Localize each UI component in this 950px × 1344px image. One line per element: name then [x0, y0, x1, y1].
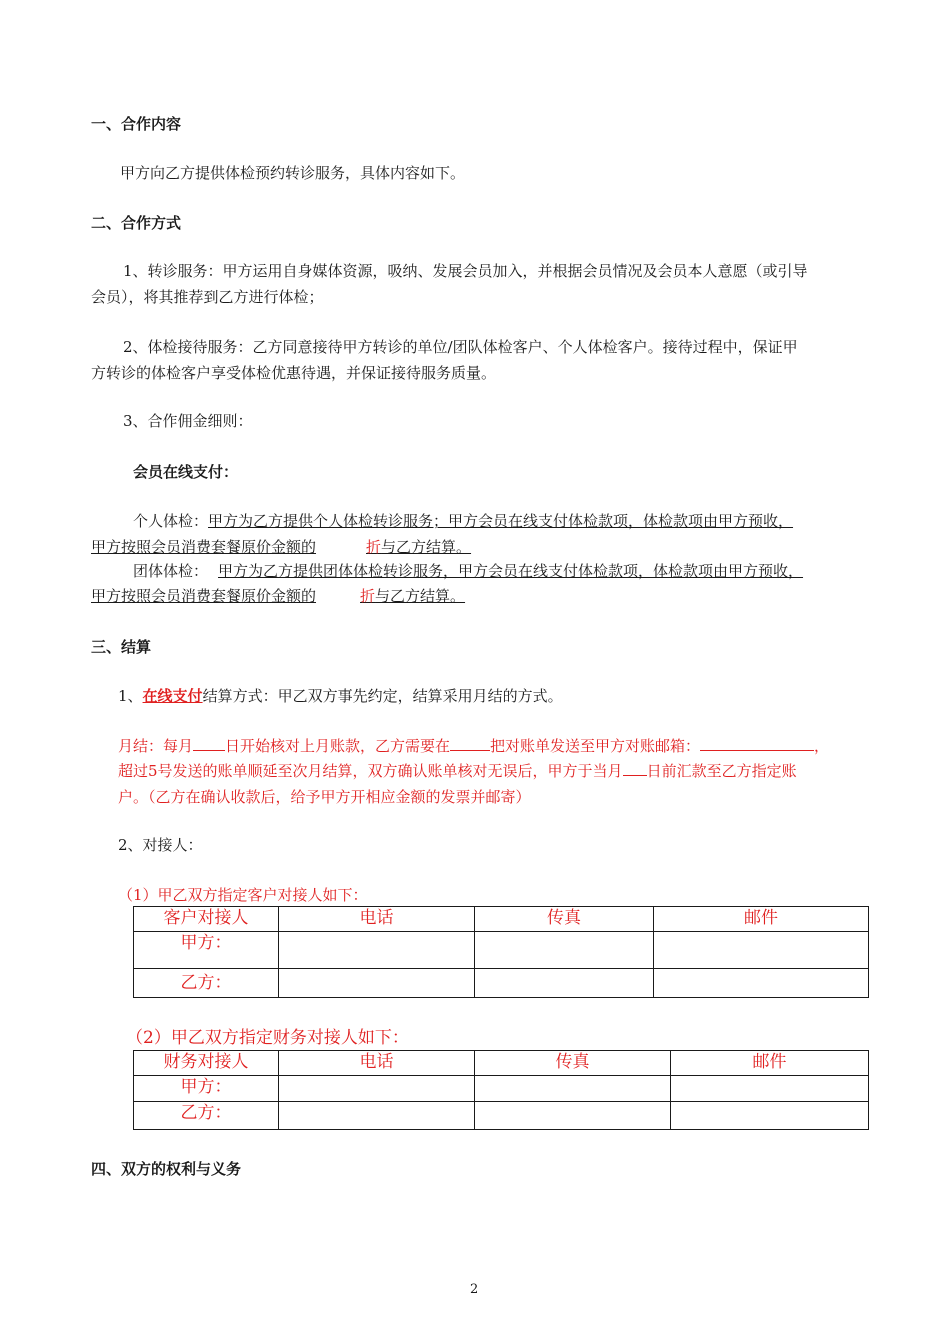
monthly-line-2-b: 日前汇款至乙方指定账: [646, 762, 797, 780]
group-discount-label: 折: [360, 587, 376, 605]
online-pay-highlight: 在线支付: [142, 687, 203, 705]
monthly-line-1: [118, 733, 829, 759]
section-3-item-1-num: 1、: [118, 687, 143, 705]
row-label-cell: 乙方：: [134, 969, 279, 998]
online-pay-title: 会员在线支付：: [133, 463, 239, 481]
table-header-cell: 传真: [475, 1051, 671, 1076]
section-3-item-1-text: 结算方式：甲乙双方事先约定，结算采用月结的方式。: [202, 687, 563, 705]
personal-discount-label: 折: [366, 538, 382, 556]
section-1-title: 一、合作内容: [91, 115, 182, 133]
section-1-text: 甲方向乙方提供体检预约转诊服务，具体内容如下。: [120, 164, 466, 182]
fax-cell[interactable]: [475, 932, 654, 969]
monthly-text-c: 把对账单发送至甲方对账邮箱：: [490, 737, 701, 755]
monthly-text-b: 日开始核对上月账款，乙方需要在: [225, 737, 451, 755]
monthly-line-2: [118, 758, 797, 784]
table-header-cell: 电话: [279, 907, 475, 932]
monthly-email-blank[interactable]: [700, 734, 814, 751]
email-cell[interactable]: [671, 1102, 869, 1130]
table-row: [134, 932, 869, 969]
group-line-2: [91, 583, 465, 609]
monthly-day-blank[interactable]: [193, 734, 225, 751]
section-4-title: 四、双方的权利与义务: [91, 1160, 242, 1178]
monthly-text-d: ，: [814, 737, 830, 755]
table-1-caption: （1）甲乙双方指定客户对接人如下：: [118, 886, 368, 904]
monthly-text-a: 月结：每月: [118, 737, 194, 755]
email-cell[interactable]: [654, 932, 869, 969]
section-2-item-3: 3、合作佣金细则：: [123, 412, 253, 430]
group-text-2a: 甲方按照会员消费套餐原价金额的: [91, 587, 317, 605]
table-header-cell: 客户对接人: [134, 907, 279, 932]
table-header-cell: 传真: [475, 907, 654, 932]
section-2-title: 二、合作方式: [91, 214, 182, 232]
phone-cell[interactable]: [279, 969, 475, 998]
table-header-cell: 邮件: [671, 1051, 869, 1076]
table-row: [134, 1076, 869, 1102]
email-cell[interactable]: [671, 1076, 869, 1102]
table-header-cell: 邮件: [654, 907, 869, 932]
group-label: 团体体检：: [133, 562, 209, 580]
email-cell[interactable]: [654, 969, 869, 998]
monthly-send-blank[interactable]: [450, 734, 490, 751]
monthly-payday-blank[interactable]: [623, 759, 647, 776]
group-line-1: [133, 558, 803, 584]
row-label-cell: 甲方：: [134, 932, 279, 969]
table-2-caption: （2）甲乙双方指定财务对接人如下：: [126, 1028, 409, 1048]
section-3-item-1: [118, 683, 563, 709]
personal-label: 个人体检：: [133, 512, 209, 530]
row-label-cell: 甲方：: [134, 1076, 279, 1102]
finance-contact-table: [133, 1050, 869, 1130]
section-3-item-2: 2、对接人：: [118, 836, 203, 854]
table-header-row: [134, 907, 869, 932]
phone-cell[interactable]: [279, 1076, 475, 1102]
fax-cell[interactable]: [475, 969, 654, 998]
fax-cell[interactable]: [475, 1102, 671, 1130]
personal-line-1: [133, 508, 793, 534]
section-2-item-2-line-1: 2、体检接待服务：乙方同意接待甲方转诊的单位/团队体检客户、个人体检客户。接待过程中，保证甲: [123, 338, 798, 356]
table-header-cell: 财务对接人: [134, 1051, 279, 1076]
personal-text-1: 甲方为乙方提供个人体检转诊服务；甲方会员在线支付体检款项，体检款项由甲方预收，: [208, 512, 794, 530]
customer-contact-table: [133, 906, 869, 998]
page-number: 2: [470, 1282, 479, 1297]
table-row: [134, 1102, 869, 1130]
phone-cell[interactable]: [279, 932, 475, 969]
table-header-row: [134, 1051, 869, 1076]
group-text-2c: 与乙方结算。: [375, 587, 466, 605]
table-row: [134, 969, 869, 998]
table-header-cell: 电话: [279, 1051, 475, 1076]
personal-text-2a: 甲方按照会员消费套餐原价金额的: [91, 538, 317, 556]
phone-cell[interactable]: [279, 1102, 475, 1130]
fax-cell[interactable]: [475, 1076, 671, 1102]
personal-text-2c: 与乙方结算。: [381, 538, 472, 556]
monthly-line-2-a: 超过5号发送的账单顺延至次月结算，双方确认账单核对无误后，甲方于当月: [118, 762, 623, 780]
group-text-1: 甲方为乙方提供团体体检转诊服务，甲方会员在线支付体检款项，体检款项由甲方预收，: [218, 562, 804, 580]
personal-line-2: [91, 534, 471, 560]
row-label-cell: 乙方：: [134, 1102, 279, 1130]
section-3-title: 三、结算: [91, 638, 152, 656]
section-2-item-1-line-1: 1、转诊服务：甲方运用自身媒体资源，吸纳、发展会员加入，并根据会员情况及会员本人意愿（或引导: [123, 262, 808, 280]
monthly-line-3: 户。（乙方在确认收款后，给予甲方开相应金额的发票并邮寄）: [118, 788, 531, 806]
section-2-item-2-line-2: 方转诊的体检客户享受体检优惠待遇，并保证接待服务质量。: [91, 364, 497, 382]
section-2-item-1-line-2: 会员），将其推荐到乙方进行体检；: [91, 288, 324, 306]
